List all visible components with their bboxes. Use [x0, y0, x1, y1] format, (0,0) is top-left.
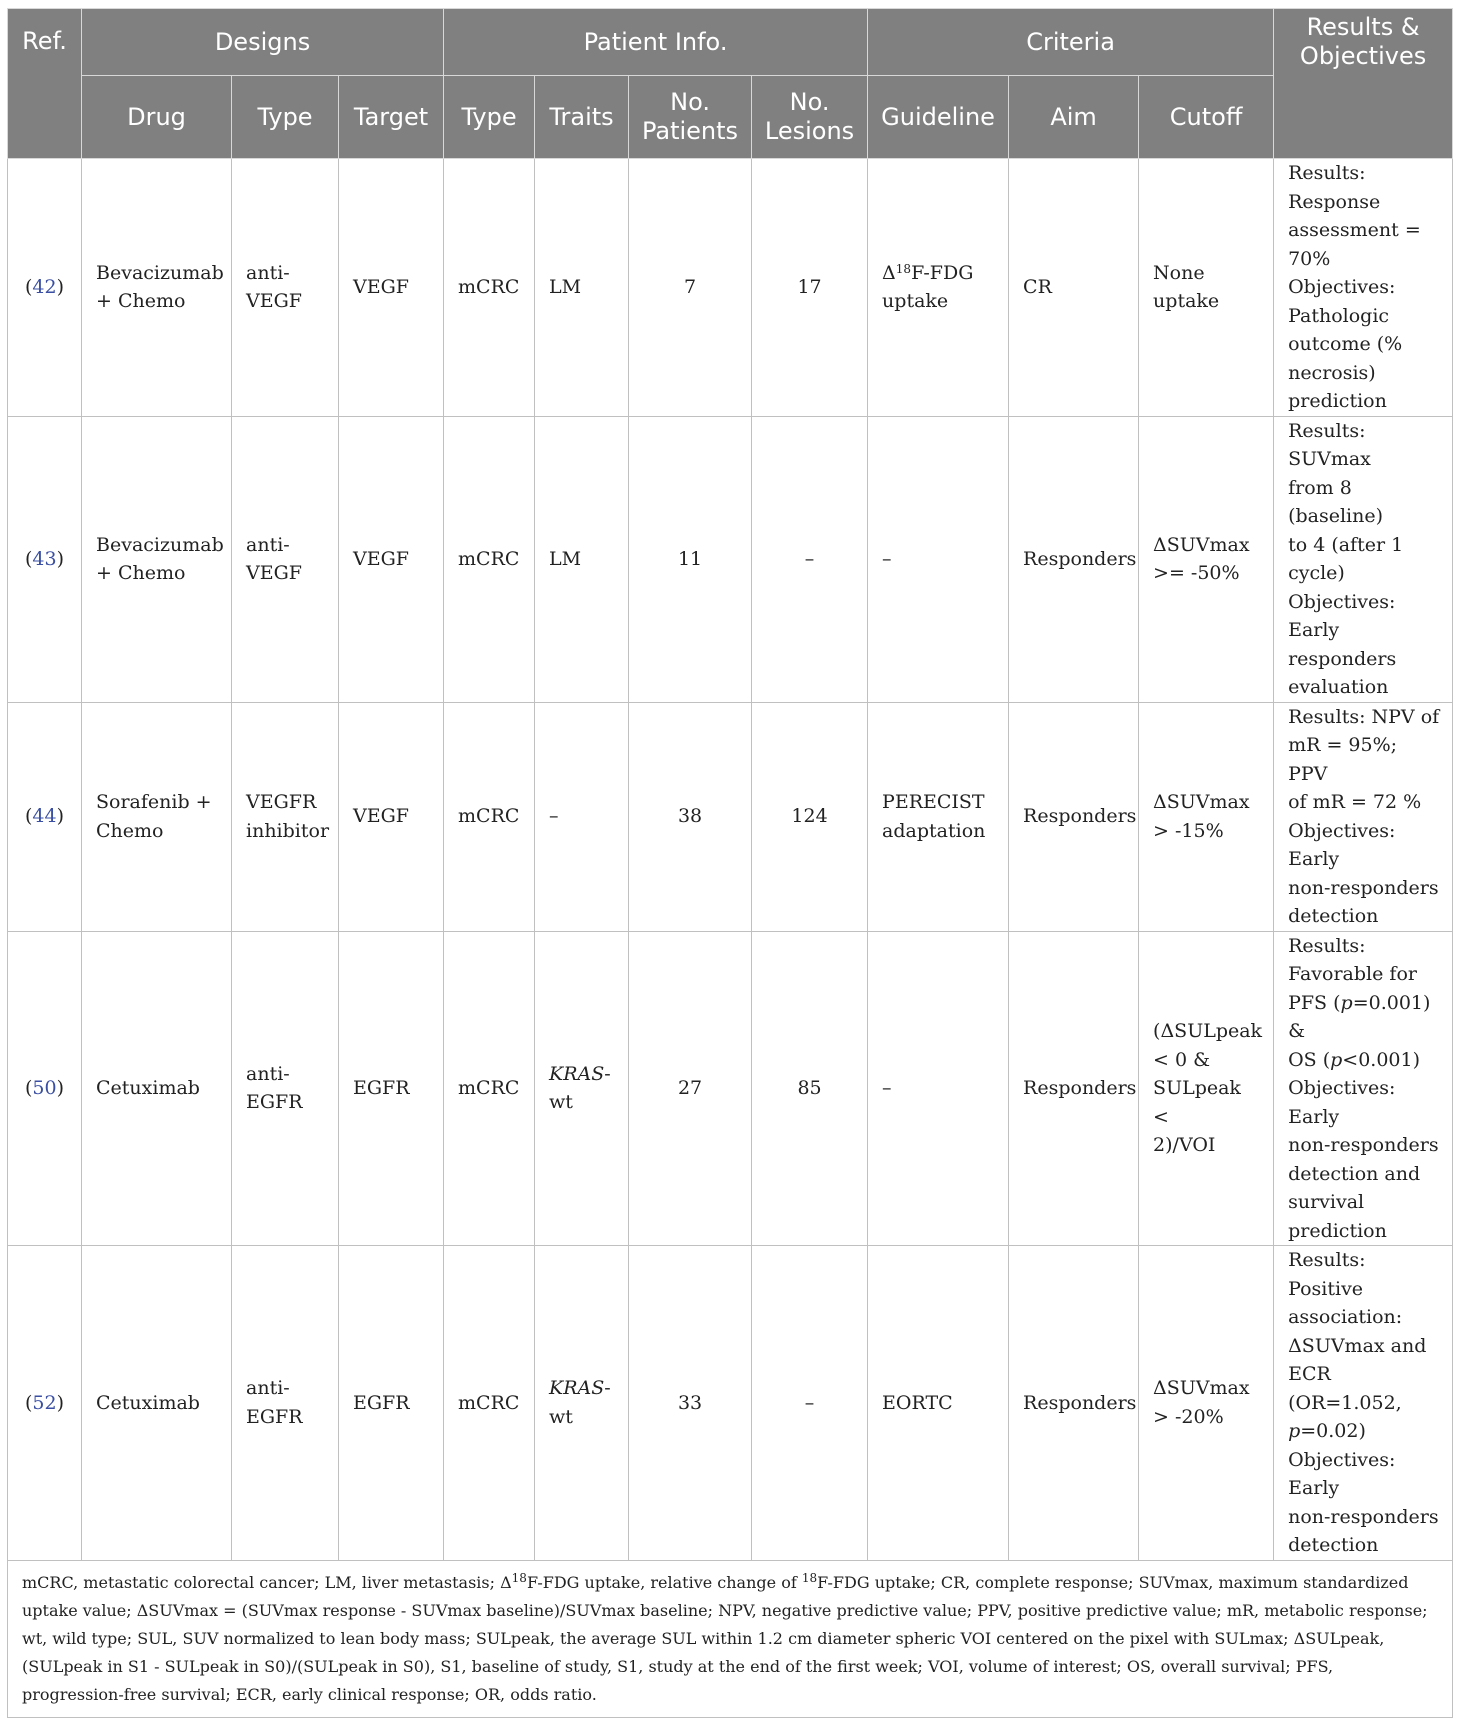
- patients-cell: 11: [629, 416, 752, 702]
- ref-cell: (44): [8, 702, 82, 931]
- aim-cell: Responders: [1009, 702, 1139, 931]
- table-row: [8, 931, 1453, 1246]
- lesions-cell: –: [752, 1246, 868, 1561]
- results-table: [7, 8, 1453, 1718]
- footnote-row: [8, 1560, 1453, 1717]
- drug-cell: Sorafenib + Chemo: [82, 702, 232, 931]
- patients-cell: 27: [629, 931, 752, 1246]
- type-cell: anti- EGFR: [232, 1246, 339, 1561]
- aim-cell: Responders: [1009, 1246, 1139, 1561]
- target-cell: VEGF: [339, 416, 444, 702]
- traits-cell: LM: [535, 416, 629, 702]
- ref-cell: (52): [8, 1246, 82, 1561]
- cutoff-cell: None uptake: [1139, 159, 1274, 417]
- patients-cell: 33: [629, 1246, 752, 1561]
- table-container: [7, 8, 1452, 1718]
- traits-cell: KRAS- wt: [535, 1246, 629, 1561]
- target-cell: VEGF: [339, 702, 444, 931]
- aim-cell: Responders: [1009, 416, 1139, 702]
- header-cutoff: Cutoff: [1139, 76, 1274, 159]
- lesions-cell: –: [752, 416, 868, 702]
- target-cell: VEGF: [339, 159, 444, 417]
- header-designs: Designs: [82, 9, 444, 76]
- header-criteria: Criteria: [868, 9, 1274, 76]
- header-aim: Aim: [1009, 76, 1139, 159]
- header-no-patients: No. Patients: [629, 76, 752, 159]
- patients-cell: 7: [629, 159, 752, 417]
- lesions-cell: 124: [752, 702, 868, 931]
- header-traits: Traits: [535, 76, 629, 159]
- guideline-cell: EORTC: [868, 1246, 1009, 1561]
- header-target: Target: [339, 76, 444, 159]
- traits-cell: –: [535, 702, 629, 931]
- type-cell: anti- VEGF: [232, 159, 339, 417]
- header-row-top: [8, 9, 1453, 76]
- patient-type-cell: mCRC: [444, 1246, 535, 1561]
- table-row: [8, 1246, 1453, 1561]
- ref-cell: (43): [8, 416, 82, 702]
- drug-cell: Bevacizumab + Chemo: [82, 416, 232, 702]
- aim-cell: CR: [1009, 159, 1139, 417]
- cutoff-cell: (ΔSULpeak < 0 & SULpeak < 2)/VOI: [1139, 931, 1274, 1246]
- results-cell: Results: Response assessment = 70% Objectives: Pathologic outcome (% necrosis) prediction: [1274, 159, 1453, 417]
- target-cell: EGFR: [339, 1246, 444, 1561]
- type-cell: anti- EGFR: [232, 931, 339, 1246]
- header-row-sub: [8, 76, 1453, 159]
- cutoff-cell: ΔSUVmax >= -50%: [1139, 416, 1274, 702]
- results-cell: Results: Favorable for PFS (p=0.001) & OS (p<0.001) Objectives: Early non-responders detection and survival prediction: [1274, 931, 1453, 1246]
- patient-type-cell: mCRC: [444, 702, 535, 931]
- type-cell: VEGFR inhibitor: [232, 702, 339, 931]
- traits-cell: LM: [535, 159, 629, 417]
- table-row: [8, 159, 1453, 417]
- guideline-cell: PERECIST adaptation: [868, 702, 1009, 931]
- aim-cell: Responders: [1009, 931, 1139, 1246]
- drug-cell: Cetuximab: [82, 1246, 232, 1561]
- type-cell: anti- VEGF: [232, 416, 339, 702]
- header-patient-info: Patient Info.: [444, 9, 868, 76]
- header-patient-type: Type: [444, 76, 535, 159]
- cutoff-cell: ΔSUVmax > -20%: [1139, 1246, 1274, 1561]
- drug-cell: Cetuximab: [82, 931, 232, 1246]
- traits-cell: KRAS- wt: [535, 931, 629, 1246]
- ref-link[interactable]: 44: [32, 805, 57, 828]
- results-cell: Results: Positive association: ΔSUVmax and ECR (OR=1.052, p=0.02) Objectives: Early non-responders detection: [1274, 1246, 1453, 1561]
- results-cell: Results: SUVmax from 8 (baseline) to 4 (after 1 cycle) Objectives: Early responders evaluation: [1274, 416, 1453, 702]
- table-footnote: mCRC, metastatic colorectal cancer; LM, liver metastasis; $\Delta^{18}F$-FDG uptake, relative change of $^{18}$F-FDG uptake; CR, complete response; SUVmax, maximum standardized uptake value; ΔSUVmax = (SUVmax response - SUVmax baseline)/SUVmax baseline; NPV, negative predictive value; PPV, positive predictive value; mR, metabolic response; wt, wild type; SUL, SUV normalized to lean body mass; SULpeak, the average SUL within 1.2 cm diameter spheric VOI centered on the pixel with SULmax; ΔSULpeak, (SULpeak in S1 - SULpeak in S0)/(SULpeak in S0), S1, baseline of study, S1, study at the end of the first week; VOI, volume of interest; OS, overall survival; PFS, progression-free survival; ECR, early clinical response; OR, odds ratio.: [8, 1560, 1453, 1717]
- ref-cell: (50): [8, 931, 82, 1246]
- patients-cell: 38: [629, 702, 752, 931]
- lesions-cell: 17: [752, 159, 868, 417]
- guideline-cell: –: [868, 931, 1009, 1246]
- header-results-objectives: Results & Objectives: [1274, 9, 1453, 159]
- patient-type-cell: mCRC: [444, 931, 535, 1246]
- guideline-cell: –: [868, 416, 1009, 702]
- ref-link[interactable]: 42: [32, 276, 57, 298]
- patient-type-cell: mCRC: [444, 416, 535, 702]
- ref-link[interactable]: 50: [32, 1077, 57, 1099]
- cutoff-cell: ΔSUVmax > -15%: [1139, 702, 1274, 931]
- patient-type-cell: mCRC: [444, 159, 535, 417]
- header-drug: Drug: [82, 76, 232, 159]
- header-no-lesions: No. Lesions: [752, 76, 868, 159]
- ref-link[interactable]: 43: [32, 547, 57, 570]
- target-cell: EGFR: [339, 931, 444, 1246]
- header-type: Type: [232, 76, 339, 159]
- header-guideline: Guideline: [868, 76, 1009, 159]
- table-row: [8, 416, 1453, 702]
- ref-link[interactable]: 52: [32, 1391, 57, 1414]
- ref-cell: (42): [8, 159, 82, 417]
- results-cell: Results: NPV of mR = 95%; PPV of mR = 72 % Objectives: Early non-responders detection: [1274, 702, 1453, 931]
- guideline-cell: $\Delta^{18}F$-FDG uptake: [868, 159, 1009, 417]
- lesions-cell: 85: [752, 931, 868, 1246]
- header-ref: Ref.: [8, 9, 82, 159]
- table-row: [8, 702, 1453, 931]
- drug-cell: Bevacizumab + Chemo: [82, 159, 232, 417]
